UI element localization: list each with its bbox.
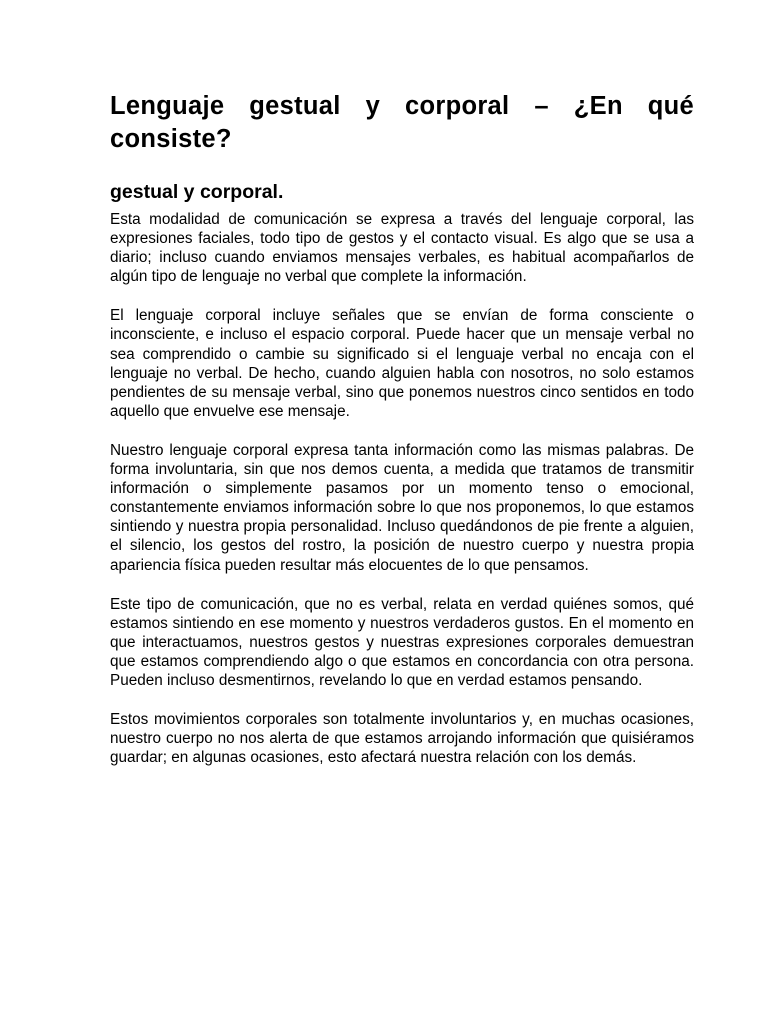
paragraph-4: Este tipo de comunicación, que no es verbal, relata en verdad quiénes somos, qué estamos sintiendo en ese momento y nuestros verdaderos gustos. En el momento en que interactuamos, nuestros gestos y nuestras expresiones corporales demuestran que estamos comprendiendo algo o que estamos en concordancia con otra persona. Pueden incluso desmentirnos, revelando lo que en verdad estamos pensando. (110, 595, 694, 689)
document-subtitle: gestual y corporal. (110, 181, 284, 203)
document-title: Lenguaje gestual y corporal – ¿En qué consiste? (110, 92, 694, 153)
document-page (110, 90, 694, 787)
paragraph-2: El lenguaje corporal incluye señales que se envían de forma consciente o inconsciente, e incluso el espacio corporal. Puede hacer que un mensaje verbal no sea comprendido o cambie su significado si el lenguaje verbal no encaja con el lenguaje no verbal. De hecho, cuando alguien habla con nosotros, no solo estamos pendientes de su mensaje verbal, sino que ponemos nuestros cinco sentidos en todo aquello que envuelve ese mensaje. (110, 307, 694, 420)
paragraph-3: Nuestro lenguaje corporal expresa tanta información como las mismas palabras. De forma involuntaria, sin que nos demos cuenta, a medida que tratamos de transmitir información o simplemente pasamos por un momento tenso o emocional, constantemente enviamos información sobre lo que nos proponemos, lo que estamos sintiendo y nuestra propia personalidad. Incluso quedándonos de pie frente a alguien, el silencio, los gestos del rostro, la posición de nuestro cuerpo y nuestra propia apariencia física pueden resultar más elocuentes de lo que pensamos. (110, 441, 694, 574)
paragraph-5: Estos movimientos corporales son totalmente involuntarios y, en muchas ocasiones, nuestro cuerpo no nos alerta de que estamos arrojando información que quisiéramos guardar; en algunas ocasiones, esto afectará nuestra relación con los demás. (110, 711, 694, 767)
paragraph-1: Esta modalidad de comunicación se expresa a través del lenguaje corporal, las expresiones faciales, todo tipo de gestos y el contacto visual. Es algo que se usa a diario; incluso cuando enviamos mensajes verbales, es habitual acompañarlos de algún tipo de lenguaje no verbal que complete la información. (110, 211, 694, 286)
